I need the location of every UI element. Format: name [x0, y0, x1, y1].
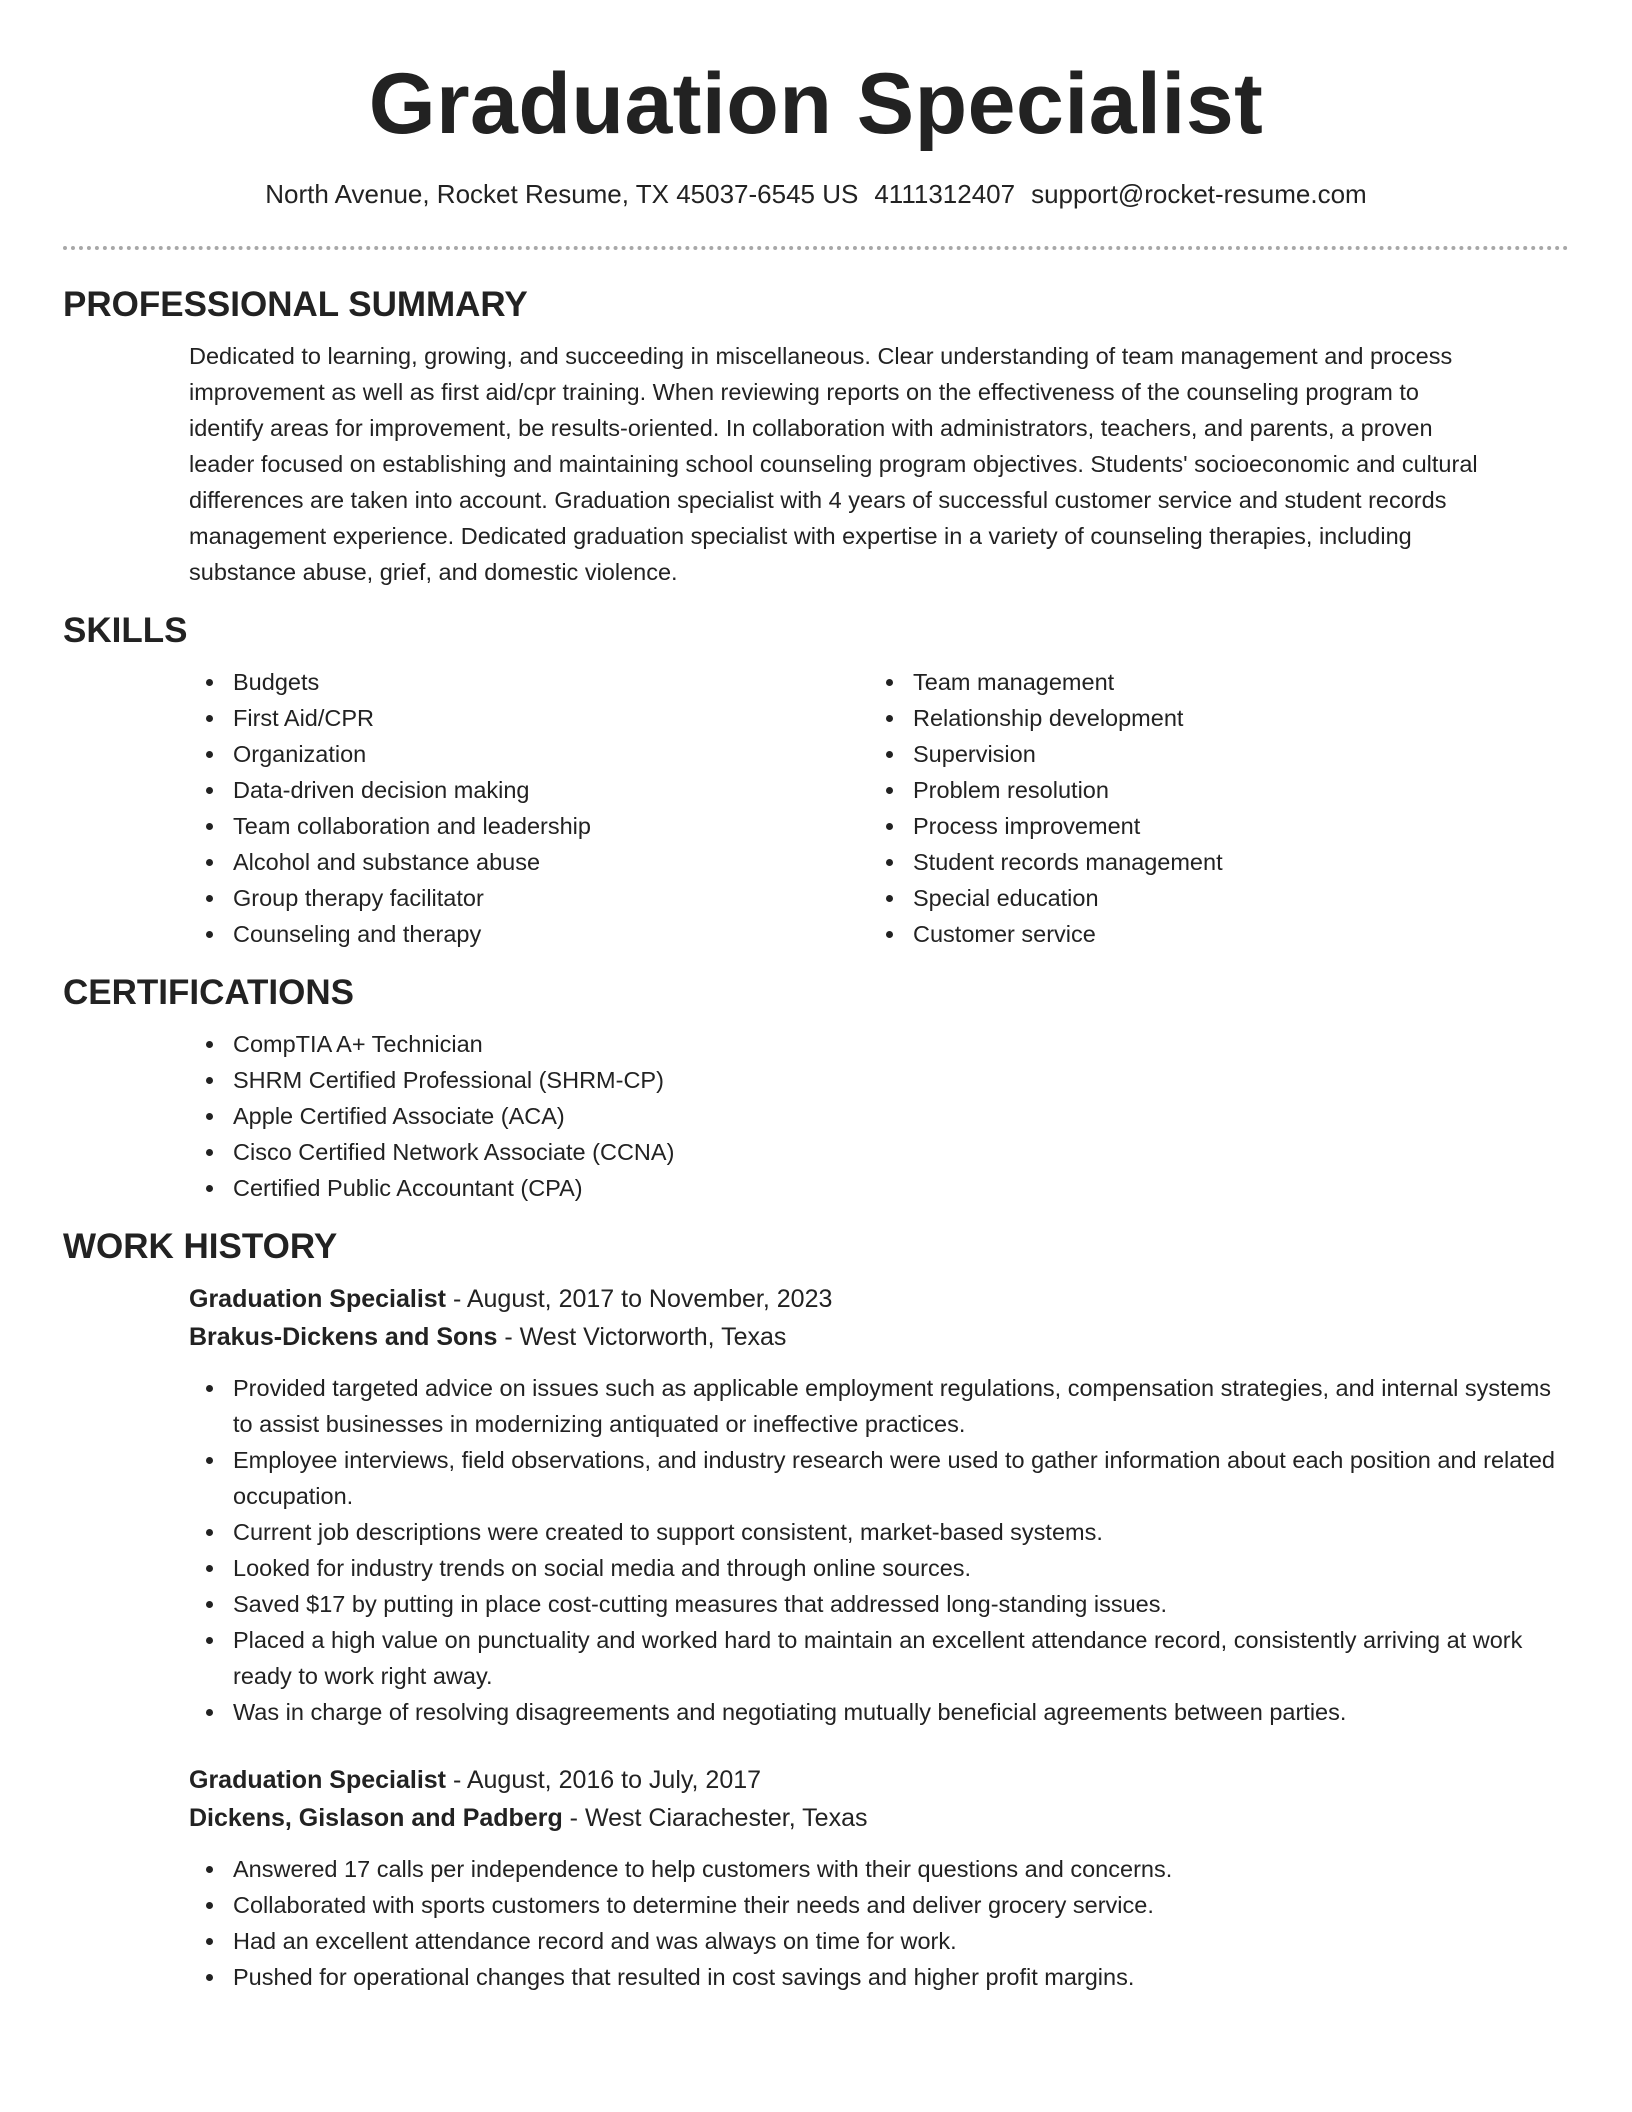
skills-column-left — [189, 664, 869, 952]
job-company: Dickens, Gislason and Padberg — [189, 1804, 563, 1832]
summary-line: Dedicated to learning, growing, and succeeding in miscellaneous. Clear understanding of team management and process — [189, 343, 1453, 369]
job-duties — [63, 1851, 1569, 1995]
job-company-line — [63, 1799, 1569, 1837]
job-duty: Employee interviews, field observations, and industry research were used to gather information about each position and related occupation. — [189, 1442, 1569, 1514]
contact-address: North Avenue, Rocket Resume, TX 45037-6545 US — [265, 179, 859, 209]
summary-text — [63, 338, 1569, 590]
skill-item: Supervision — [869, 736, 1223, 772]
job-duty: Placed a high value on punctuality and worked hard to maintain an excellent attendance record, consistently arriving at work ready to work right away. — [189, 1622, 1569, 1694]
job-location: - West Victorworth, Texas — [497, 1323, 787, 1351]
job-entry — [63, 1280, 1569, 1730]
job-duty: Current job descriptions were created to support consistent, market-based systems. — [189, 1514, 1569, 1550]
skill-item: Student records management — [869, 844, 1223, 880]
summary-line: differences are taken into account. Graduation specialist with 4 years of successful customer service and student records — [189, 487, 1447, 513]
skill-item: Organization — [189, 736, 869, 772]
job-dates: - August, 2016 to July, 2017 — [446, 1766, 762, 1794]
skill-item: Problem resolution — [869, 772, 1223, 808]
skill-item: Budgets — [189, 664, 869, 700]
summary-line: substance abuse, grief, and domestic violence. — [189, 559, 678, 585]
summary-heading: PROFESSIONAL SUMMARY — [63, 285, 528, 324]
summary-line: management experience. Dedicated graduation specialist with expertise in a variety of counseling therapies, including — [189, 523, 1412, 549]
certification-item: Cisco Certified Network Associate (CCNA) — [189, 1134, 1569, 1170]
job-role: Graduation Specialist — [189, 1766, 447, 1794]
job-title-line — [63, 1280, 1569, 1318]
job-duty: Collaborated with sports customers to determine their needs and deliver grocery service. — [189, 1887, 1569, 1923]
job-role: Graduation Specialist — [189, 1285, 447, 1313]
skill-item: Team collaboration and leadership — [189, 808, 869, 844]
contact-email: support@rocket-resume.com — [1031, 179, 1367, 209]
certifications-list — [63, 1026, 1569, 1206]
skill-item: Process improvement — [869, 808, 1223, 844]
job-duties — [63, 1370, 1569, 1730]
skills-heading: SKILLS — [63, 611, 188, 650]
summary-line: improvement as well as first aid/cpr training. When reviewing reports on the effectiveness of the counseling program to — [189, 379, 1419, 405]
job-dates: - August, 2017 to November, 2023 — [446, 1285, 833, 1313]
job-title-line — [63, 1761, 1569, 1799]
skill-item: Alcohol and substance abuse — [189, 844, 869, 880]
certification-item: CompTIA A+ Technician — [189, 1026, 1569, 1062]
skills-list — [63, 664, 1569, 952]
job-duty: Looked for industry trends on social media and through online sources. — [189, 1550, 1569, 1586]
certification-item: SHRM Certified Professional (SHRM-CP) — [189, 1062, 1569, 1098]
job-duty: Answered 17 calls per independence to help customers with their questions and concerns. — [189, 1851, 1569, 1887]
job-duty: Pushed for operational changes that resulted in cost savings and higher profit margins. — [189, 1959, 1569, 1995]
job-duty: Was in charge of resolving disagreements and negotiating mutually beneficial agreements between parties. — [189, 1694, 1569, 1730]
skill-item: Group therapy facilitator — [189, 880, 869, 916]
job-company-line — [63, 1318, 1569, 1356]
job-duty: Saved $17 by putting in place cost-cutting measures that addressed long-standing issues. — [189, 1586, 1569, 1622]
work-history-heading: WORK HISTORY — [63, 1227, 338, 1266]
skill-item: First Aid/CPR — [189, 700, 869, 736]
job-duty: Provided targeted advice on issues such as applicable employment regulations, compensation strategies, and internal systems to assist businesses in modernizing antiquated or ineffective practices. — [189, 1370, 1569, 1442]
job-location: - West Ciarachester, Texas — [562, 1804, 868, 1832]
skill-item: Special education — [869, 880, 1223, 916]
header-divider — [63, 246, 1569, 250]
job-duty: Had an excellent attendance record and was always on time for work. — [189, 1923, 1569, 1959]
skill-item: Customer service — [869, 916, 1223, 952]
contact-line — [63, 178, 1569, 210]
certifications-heading: CERTIFICATIONS — [63, 973, 355, 1012]
skill-item: Team management — [869, 664, 1223, 700]
job-entry — [63, 1761, 1569, 1995]
skills-column-right — [869, 664, 1223, 952]
skill-item: Counseling and therapy — [189, 916, 869, 952]
resume-name: Graduation Specialist — [368, 56, 1264, 152]
summary-line: identify areas for improvement, be results-oriented. In collaboration with administrators, teachers, and parents, a proven — [189, 415, 1433, 441]
skill-item: Relationship development — [869, 700, 1223, 736]
summary-line: leader focused on establishing and maintaining school counseling program objectives. Students' socioeconomic and cultural — [189, 451, 1478, 477]
certification-item: Certified Public Accountant (CPA) — [189, 1170, 1569, 1206]
contact-phone: 4111312407 — [874, 179, 1016, 209]
skill-item: Data-driven decision making — [189, 772, 869, 808]
certification-item: Apple Certified Associate (ACA) — [189, 1098, 1569, 1134]
job-company: Brakus-Dickens and Sons — [189, 1323, 498, 1351]
